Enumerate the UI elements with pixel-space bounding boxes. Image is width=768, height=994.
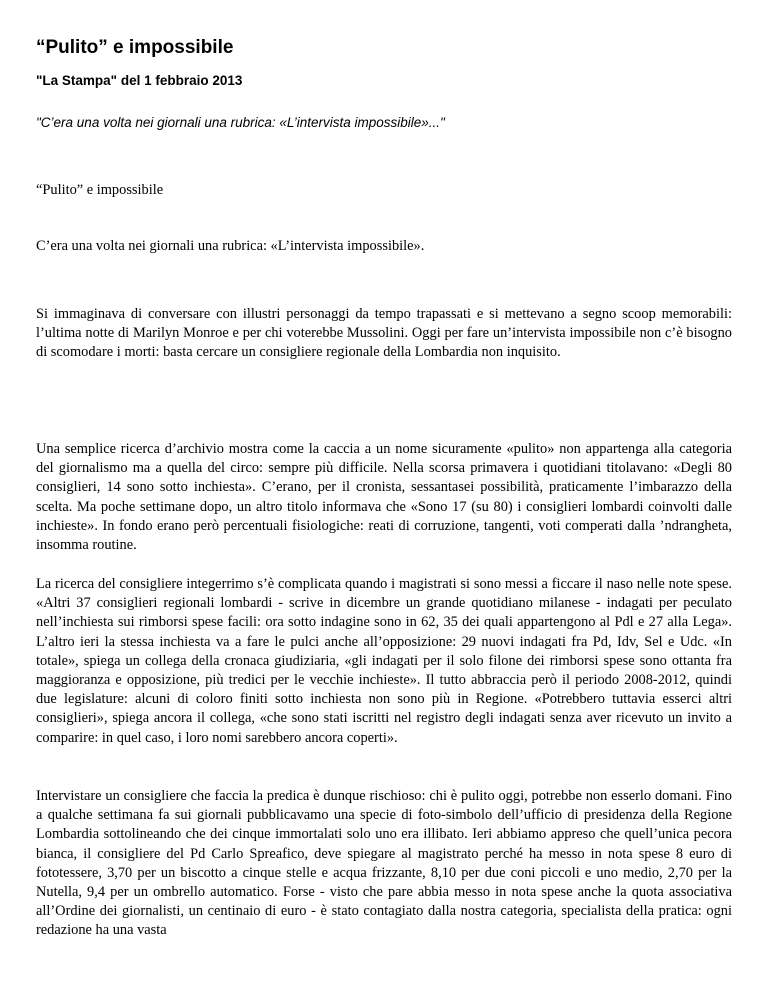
source-line: "La Stampa" del 1 febbraio 2013 [36, 73, 243, 88]
lead-quote: "C’era una volta nei giornali una rubrica: «L’intervista impossibile»..." [36, 115, 445, 130]
paragraph-1: Si immaginava di conversare con illustri personaggi da tempo trapassati e si mettevano a segno scoop memorabili: l’ultima notte di Marilyn Monroe e per chi voterebbe Mussolini. Oggi per fare un’intervista impossibile non c’è bisogno di scomodare i morti: basta cercare un consigliere regionale della Lombardia non inquisito. [36, 306, 732, 361]
page-title: “Pulito” e impossibile [36, 37, 234, 58]
paragraph-3: La ricerca del consigliere integerrimo s’è complicata quando i magistrati si sono messi a ficcare il naso nelle note spese. «Altri 37 consiglieri regionali lombardi - scrive in dicembre un grande quotidiano milanese - indagati per peculato nell’inchiesta sui rimborsi spese facili: ora sotto indagine sono in 62, 35 dei quali appartengono al Pdl e 27 alla Lega». L’altro ieri la stessa inchiesta va a fare le pulci anche all’opposizione: 29 nuovi indagati fra Pd, Idv, Sel e Udc. «In totale», spiega un collega della cronaca giudiziaria, «gli indagati per il solo filone dei rimborsi spese sono ottanta fra maggioranza e opposizione, più tredici per le vecchie inchieste». Il tutto abbraccia però il periodo 2008-2012, quindi due legislature: alcuni di coloro finiti sotto inchiesta non sono più in Regione. «Potrebbero tuttavia esserci altri consiglieri», spiega ancora il collega, «che sono stati iscritti nel registro degli indagati senza aver ricevuto un invito a comparire: in quel caso, i loro nomi sarebbero ancora coperti». [36, 576, 732, 746]
paragraph-4: Intervistare un consigliere che faccia la predica è dunque rischioso: chi è pulito oggi, potrebbe non esserlo domani. Fino a qualche settimana fa sui giornali pubblicavamo una specie di foto-simbolo dell’ufficio di presidenza della Regione Lombardia sottolineando che dei cinque immortalati solo uno era illibato. Ieri abbiamo appreso che quell’unica pecora bianca, il consigliere del Pd Carlo Spreafico, deve spiegare al magistrato perché ha messo in nota spese 8 euro di fototessere, 3,70 per un biscotto a cinque stelle e acqua frizzante, 8,10 per due coni piccoli e uno medio, 2,70 per la Nutella, 9,4 per un ombrello automatico. Forse - visto che pare abbia messo in nota spese anche la quota associativa all’Ordine dei giornalisti, un centinaio di euro - è stato contagiato dalla nostra categoria, specialista della pratica: ogni redazione ha una vasta [36, 788, 732, 939]
article-intro: C’era una volta nei giornali una rubrica: «L’intervista impossibile». [36, 238, 425, 254]
paragraph-2: Una semplice ricerca d’archivio mostra come la caccia a un nome sicuramente «pulito» non appartenga alla categoria del giornalismo ma a quella del circo: sempre più difficile. Nella scorsa primavera i quotidiani titolavano: «Degli 80 consiglieri, 14 sono sotto inchiesta». C’erano, per il cronista, sessantasei possibilità, praticamente l’imbarazzo della scelta. Ma poche settimane dopo, un altro titolo informava che «Sono 17 (su 80) i consiglieri lombardi coinvolti dalle inchieste». In fondo erano però percentuali fisiologiche: reati di corruzione, tangenti, voti comperati dalla ’ndrangheta, insomma routine. [36, 441, 732, 554]
article-subtitle: “Pulito” e impossibile [36, 182, 164, 198]
